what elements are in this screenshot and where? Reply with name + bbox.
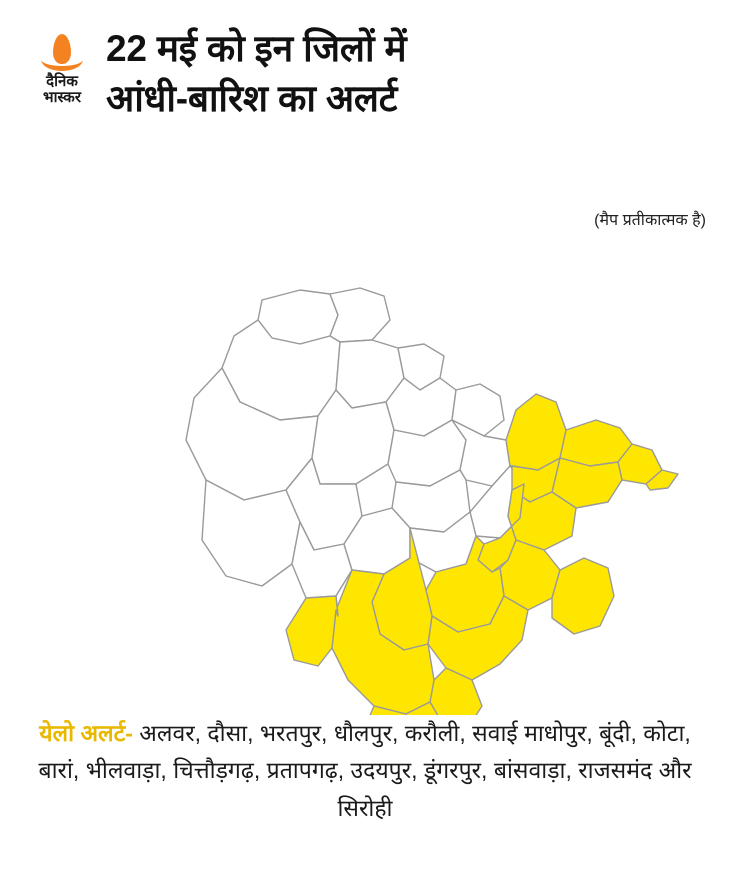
flame-logo-icon bbox=[39, 34, 85, 72]
brand-name-line1: दैनिक bbox=[46, 73, 78, 90]
headline-line-2: आंधी-बारिश का अलर्ट bbox=[106, 78, 398, 120]
legend-text bbox=[26, 715, 704, 827]
headline bbox=[102, 20, 712, 123]
brand-name-line2: भास्कर bbox=[43, 88, 81, 106]
header bbox=[0, 0, 730, 140]
map-disclaimer: (मैप प्रतीकात्मक है) bbox=[594, 212, 706, 229]
district-shape-hanumangarh bbox=[330, 288, 390, 342]
district-shape-sirohi bbox=[286, 596, 338, 666]
district-shape-baran bbox=[552, 558, 614, 634]
rajasthan-map bbox=[0, 140, 730, 715]
headline-line-1: 22 मई को इन जिलों में bbox=[106, 28, 407, 69]
legend-districts: अलवर, दौसा, भरतपुर, धौलपुर, करौली, सवाई माधोपुर, बूंदी, कोटा, बारां, भीलवाड़ा, चित्तौड़गढ़, प्रतापगढ़, उदयपुर, डूंगरपुर, बांसवाड़ा, राजसमंद और सिरोही bbox=[38, 720, 692, 821]
map-area bbox=[0, 140, 730, 715]
legend-label: येलो अलर्ट- bbox=[39, 720, 133, 746]
district-shape-alwar bbox=[506, 394, 566, 470]
legend bbox=[0, 715, 730, 827]
brand-logo bbox=[22, 20, 102, 106]
